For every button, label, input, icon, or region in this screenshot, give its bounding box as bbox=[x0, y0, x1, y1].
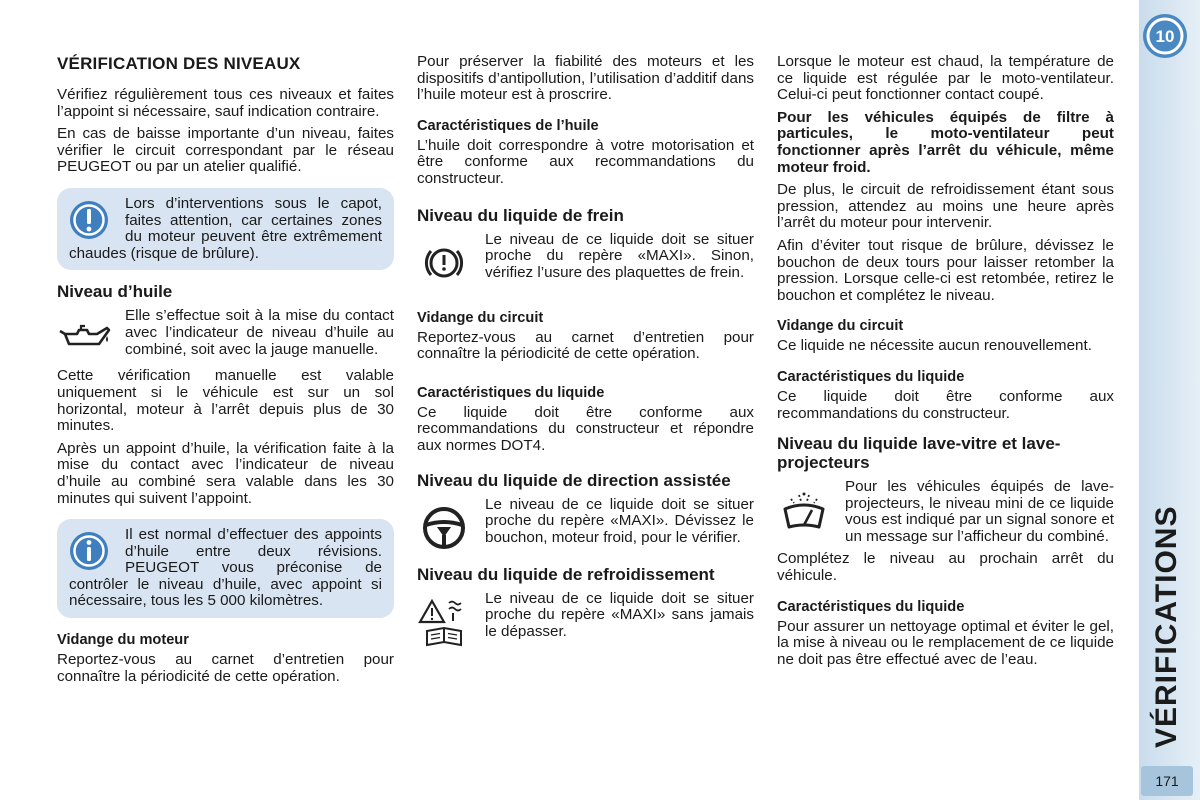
chapter-number-badge bbox=[1141, 12, 1189, 60]
oil-can-icon bbox=[57, 312, 111, 366]
power-steering-heading: Niveau du liquide de direction assistée bbox=[417, 470, 731, 490]
windscreen-washer-icon bbox=[777, 483, 831, 537]
oil-level-block bbox=[57, 308, 394, 368]
chapter-title: VÉRIFICATIONS bbox=[1150, 505, 1183, 748]
paragraph: Lorsque le moteur est chaud, la température de ce liquide est régulée par le moto-ventilateur. Celui-ci peut fonctionner contact coupé. bbox=[777, 53, 1114, 104]
info-note-text: Il est normal d’effectuer des appoints d’huile entre deux révisions. PEUGEOT vous préconise de contrôler le niveau d’huile, avec appoint si nécessaire, tous les 5 000 kilomètres. bbox=[69, 526, 382, 610]
bold-paragraph: Pour les véhicules équipés de filtre à particules, le moto-ventilateur peut fonctionner après l’arrêt du véhicule, même moteur froid. bbox=[777, 108, 1114, 176]
column-3 bbox=[777, 54, 1114, 674]
intro-paragraph: Vérifiez régulièrement tous ces niveaux et faites l’appoint si nécessaire, sauf indication contraire. bbox=[57, 86, 394, 120]
power-steering-text: Le niveau de ce liquide doit se situer proche du repère «MAXI». Dévissez le bouchon, moteur froid, pour le vérifier. bbox=[485, 496, 754, 546]
brake-warning-icon bbox=[417, 236, 471, 290]
brake-fluid-heading: Niveau du liquide de frein bbox=[417, 205, 624, 225]
paragraph: Afin d’éviter tout risque de brûlure, dévissez le bouchon de deux tours pour laisser retomber la pression. Lorsque celle-ci est retombée, retirez le bouchon et complétez le niveau. bbox=[777, 236, 1114, 304]
paragraph: Pour préserver la fiabilité des moteurs et les dispositifs d’antipollution, l’utilisation d’additif dans l’huile moteur est à proscrire. bbox=[417, 53, 754, 104]
info-icon bbox=[69, 531, 109, 571]
paragraph: Pour assurer un nettoyage optimal et éviter le gel, la mise à niveau ou le remplacement de ce liquide ne doit pas être effectué avec de l’eau. bbox=[777, 617, 1114, 668]
coolant-text: Le niveau de ce liquide doit se situer proche du repère «MAXI» sans jamais le dépasser. bbox=[485, 590, 754, 640]
paragraph: Ce liquide ne nécessite aucun renouvellement. bbox=[777, 337, 1092, 355]
brake-drain-heading: Vidange du circuit bbox=[417, 309, 544, 326]
washer-fluid-block bbox=[777, 479, 1114, 551]
oil-characteristics-heading: Caractéristiques de l’huile bbox=[417, 117, 599, 134]
paragraph: De plus, le circuit de refroidissement étant sous pression, attendez au moins une heure après l’arrêt du moteur pour intervenir. bbox=[777, 181, 1114, 232]
coolant-warning-icon bbox=[417, 595, 471, 649]
paragraph: En cas de baisse importante d’un niveau, faites vérifier le circuit correspondant par le réseau PEUGEOT ou par un atelier qualifié. bbox=[57, 125, 394, 176]
info-note bbox=[57, 519, 394, 618]
steering-wheel-icon bbox=[417, 501, 471, 555]
washer-characteristics-heading: Caractéristiques du liquide bbox=[777, 598, 965, 615]
brake-characteristics-heading: Caractéristiques du liquide bbox=[417, 384, 605, 401]
paragraph: Reportez-vous au carnet d’entretien pour connaître la périodicité de cette opération. bbox=[417, 328, 754, 363]
paragraph: L’huile doit correspondre à votre motorisation et être conforme aux recommandations du constructeur. bbox=[417, 136, 754, 187]
warning-exclamation-icon bbox=[69, 200, 109, 240]
power-steering-block bbox=[417, 497, 754, 557]
brake-fluid-block bbox=[417, 232, 754, 292]
paragraph: Complétez le niveau au prochain arrêt du véhicule. bbox=[777, 550, 1114, 585]
paragraph: Ce liquide doit être conforme aux recommandations du constructeur. bbox=[777, 387, 1114, 422]
cooling-drain-heading: Vidange du circuit bbox=[777, 318, 904, 335]
page-number: 171 bbox=[1141, 766, 1193, 796]
oil-level-text: Elle s’effectue soit à la mise du contact avec l’indicateur de niveau d’huile au combiné, soit avec la jauge manuelle. bbox=[125, 308, 394, 358]
warning-note bbox=[57, 188, 394, 270]
coolant-heading: Niveau du liquide de refroidissement bbox=[417, 564, 715, 584]
page-title: VÉRIFICATION DES NIVEAUX bbox=[57, 54, 301, 73]
washer-fluid-heading: Niveau du liquide lave-vitre et lave-projecteurs bbox=[777, 434, 1061, 473]
column-2 bbox=[417, 54, 754, 651]
washer-fluid-text: Pour les véhicules équipés de lave-projecteurs, le niveau mini de ce liquide vous est indiqué par un signal sonore et un message sur l’afficheur du combiné. bbox=[845, 479, 1114, 545]
coolant-characteristics-heading: Caractéristiques du liquide bbox=[777, 368, 965, 385]
brake-fluid-text: Le niveau de ce liquide doit se situer proche du repère «MAXI». Sinon, vérifiez l’usure des plaquettes de frein. bbox=[485, 231, 754, 281]
engine-drain-heading: Vidange du moteur bbox=[57, 632, 189, 649]
chapter-number: 10 bbox=[1155, 27, 1175, 46]
paragraph: Ce liquide doit être conforme aux recommandations du constructeur et répondre aux normes DOT4. bbox=[417, 403, 754, 454]
warning-note-text: Lors d’interventions sous le capot, faites attention, car certaines zones du moteur peuvent être extrêmement chaudes (risque de brûlure). bbox=[69, 194, 382, 262]
paragraph: Cette vérification manuelle est valable uniquement si le véhicule est sur un sol horizontal, moteur à l’arrêt depuis plus de 30 minutes. bbox=[57, 367, 394, 435]
column-1 bbox=[57, 54, 394, 691]
oil-level-heading: Niveau d’huile bbox=[57, 282, 173, 302]
paragraph: Reportez-vous au carnet d’entretien pour connaître la périodicité de cette opération. bbox=[57, 651, 394, 685]
coolant-block bbox=[417, 591, 754, 651]
paragraph: Après un appoint d’huile, la vérification faite à la mise du contact avec l’indicateur de niveau d’huile au combiné sera valable dans les 30 minutes qui suivent l’appoint. bbox=[57, 439, 394, 507]
